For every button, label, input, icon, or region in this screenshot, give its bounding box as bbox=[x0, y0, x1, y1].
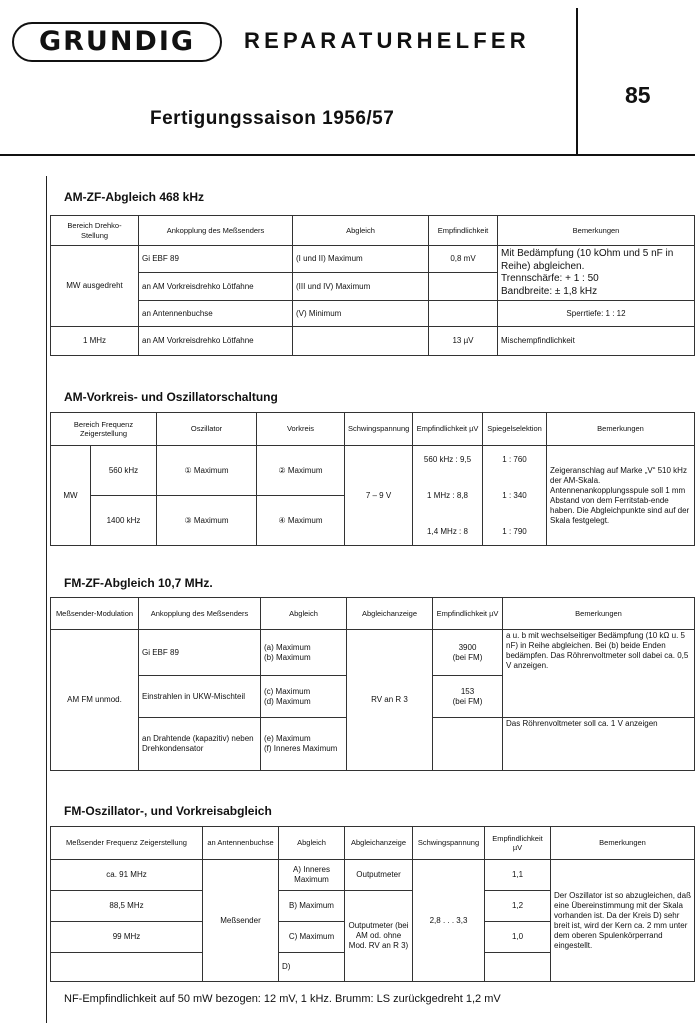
col-header: Bemerkungen bbox=[503, 598, 695, 630]
header-rule bbox=[0, 154, 695, 156]
table-cell bbox=[51, 953, 203, 982]
table-cell: 88,5 MHz bbox=[51, 891, 203, 922]
table-cell: 1,2 bbox=[485, 891, 551, 922]
remarks-cell bbox=[498, 246, 695, 301]
remark-line: Mit Bedämpfung (10 kOhm und 5 nF in Reihe) abgleichen. bbox=[501, 248, 674, 272]
table-cell: ② Maximum bbox=[257, 446, 345, 496]
table-cell: ca. 91 MHz bbox=[51, 860, 203, 891]
table-cell: Meßsender bbox=[203, 860, 279, 982]
table-cell: 2,8 . . . 3,3 bbox=[413, 860, 485, 982]
col-header: Bereich Drehko-Stellung bbox=[51, 216, 139, 246]
image-rejection-value: 1 : 760 bbox=[502, 454, 527, 464]
col-header: Abgleichanzeige bbox=[347, 598, 433, 630]
table-cell: Outputmeter bbox=[345, 860, 413, 891]
table-cell bbox=[429, 273, 498, 301]
table-cell: 13 µV bbox=[429, 327, 498, 356]
remark-line: Bandbreite: ± 1,8 kHz bbox=[501, 285, 598, 297]
table-cell bbox=[433, 718, 503, 771]
table-cell: an Antennenbuchse bbox=[139, 301, 293, 327]
fm-zf-table bbox=[50, 597, 695, 770]
col-header: an Antennenbuchse bbox=[203, 827, 279, 860]
image-rejection-value: 1 : 340 bbox=[502, 490, 527, 500]
table-cell: an AM Vorkreisdrehko Lötfahne bbox=[139, 327, 293, 356]
remark-line: Trennschärfe: + 1 : 50 bbox=[501, 273, 599, 284]
section-am-zf-title: AM-ZF-Abgleich 468 kHz bbox=[64, 190, 205, 204]
fm-osc-table bbox=[50, 826, 695, 981]
col-header: Empfindlichkeit µV bbox=[485, 827, 551, 860]
table-cell bbox=[433, 676, 503, 718]
remarks-cell: a u. b mit wechselseitiger Bedämpfung (10 kΩ u. 5 nF) in Reihe abgleichen. Bei (b) beide Enden bedämpfen. Das Röhrenvoltmeter soll dabei ca. 0,5 V anzeigen. bbox=[503, 630, 695, 718]
table-cell: D) bbox=[279, 953, 345, 982]
page-number: 85 bbox=[625, 82, 651, 108]
section-am-vorkreis-title: AM-Vorkreis- und Oszillatorschaltung bbox=[64, 390, 278, 404]
table-cell: 1,1 bbox=[485, 860, 551, 891]
table-cell: 1,0 bbox=[485, 922, 551, 953]
table-cell: B) Maximum bbox=[279, 891, 345, 922]
col-header: Abgleich bbox=[261, 598, 347, 630]
alignment-step: (e) Maximum bbox=[264, 734, 311, 743]
table-cell bbox=[261, 676, 347, 718]
alignment-step: (d) Maximum bbox=[264, 696, 311, 706]
table-cell: 1 MHz bbox=[51, 327, 139, 356]
sensitivity-value: 1 MHz : 8,8 bbox=[427, 490, 468, 500]
table-cell: Einstrahlen in UKW-Mischteil bbox=[139, 676, 261, 718]
sensitivity-note: (bei FM) bbox=[452, 652, 483, 662]
table-cell: (III und IV) Maximum bbox=[293, 273, 429, 301]
table-cell bbox=[429, 301, 498, 327]
sensitivity-note: (bei FM) bbox=[452, 696, 483, 706]
table-cell: 1400 kHz bbox=[91, 496, 157, 546]
remarks-cell: Der Oszillator ist so abzugleichen, daß eine Übereinstimmung mit der Skala vorhanden ist. Da der Kreis D) sehr breit ist, wird der Kern ca. 2 mm unter dem oberen Spulenkörperrand eingestellt. bbox=[551, 860, 695, 982]
table-cell: (V) Minimum bbox=[293, 301, 429, 327]
col-header: Abgleich bbox=[293, 216, 429, 246]
table-cell: Gi EBF 89 bbox=[139, 630, 261, 676]
col-header: Schwingspannung bbox=[413, 827, 485, 860]
col-header: Schwingspannung bbox=[345, 413, 413, 446]
table-cell: RV an R 3 bbox=[347, 630, 433, 771]
am-vorkreis-table bbox=[50, 412, 695, 545]
table-cell: 0,8 mV bbox=[429, 246, 498, 273]
table-cell: 7 – 9 V bbox=[345, 446, 413, 546]
col-header: Bereich Frequenz Zeigerstellung bbox=[51, 413, 157, 446]
col-header: Bemerkungen bbox=[547, 413, 695, 446]
col-header: Empfindlichkeit µV bbox=[433, 598, 503, 630]
col-header: Meßsender Frequenz Zeigerstellung bbox=[51, 827, 203, 860]
table-cell: ① Maximum bbox=[157, 446, 257, 496]
table-cell bbox=[261, 630, 347, 676]
production-season: Fertigungssaison 1956/57 bbox=[150, 108, 395, 129]
table-cell: MW ausgedreht bbox=[51, 246, 139, 327]
table-cell: 560 kHz bbox=[91, 446, 157, 496]
alignment-step: (f) Inneres Maximum bbox=[264, 744, 338, 753]
col-header: Abgleich bbox=[279, 827, 345, 860]
table-cell: Outputmeter (bei AM od. ohne Mod. RV an R 3) bbox=[345, 891, 413, 982]
table-cell bbox=[483, 446, 547, 546]
table-cell: an AM Vorkreisdrehko Lötfahne bbox=[139, 273, 293, 301]
remarks-cell: Das Röhrenvoltmeter soll ca. 1 V anzeigen bbox=[503, 718, 695, 771]
col-header: Oszillator bbox=[157, 413, 257, 446]
table-cell bbox=[293, 327, 429, 356]
col-header: Spiegelselektion bbox=[483, 413, 547, 446]
table-cell bbox=[433, 630, 503, 676]
col-header: Abgleichanzeige bbox=[345, 827, 413, 860]
left-margin-rule bbox=[46, 176, 47, 1023]
sensitivity-value: 560 kHz : 9,5 bbox=[423, 454, 472, 464]
col-header: Bemerkungen bbox=[498, 216, 695, 246]
table-cell: MW bbox=[51, 446, 91, 546]
table-cell bbox=[485, 953, 551, 982]
table-cell: Sperrtiefe: 1 : 12 bbox=[498, 301, 695, 327]
table-cell bbox=[413, 446, 483, 546]
table-cell: A) Inneres Maximum bbox=[279, 860, 345, 891]
col-header: Vorkreis bbox=[257, 413, 345, 446]
document-title: REPARATURHELFER bbox=[244, 28, 530, 53]
table-cell bbox=[261, 718, 347, 771]
sensitivity-value: 1,4 MHz : 8 bbox=[427, 526, 468, 536]
am-zf-table bbox=[50, 215, 695, 355]
header-divider bbox=[576, 8, 578, 155]
image-rejection-value: 1 : 790 bbox=[502, 526, 527, 536]
remarks-cell: Zeigeranschlag auf Marke „V“ 510 kHz der AM-Skala. Antennenankopplungsspule soll 1 mm Abstand von dem Ferritstab-ende haben. Die Abgleichpunkte sind auf der Skala festgelegt. bbox=[547, 446, 695, 546]
col-header: Bemerkungen bbox=[551, 827, 695, 860]
alignment-step: (b) Maximum bbox=[264, 652, 311, 662]
section-fm-osc-title: FM-Oszillator-, und Vorkreisabgleich bbox=[64, 804, 272, 818]
table-cell: C) Maximum bbox=[279, 922, 345, 953]
table-cell: an Drahtende (kapazitiv) neben Drehkondensator bbox=[139, 718, 261, 771]
table-cell: Gi EBF 89 bbox=[139, 246, 293, 273]
footer-note: NF-Empfindlichkeit auf 50 mW bezogen: 12 mV, 1 kHz. Brumm: LS zurückgedreht 1,2 mV bbox=[64, 993, 501, 1005]
sensitivity-value: 153 bbox=[460, 686, 475, 696]
col-header: Empfindlichkeit µV bbox=[413, 413, 483, 446]
col-header: Meßsender-Modulation bbox=[51, 598, 139, 630]
section-fm-zf-title: FM-ZF-Abgleich 10,7 MHz. bbox=[64, 576, 213, 590]
col-header: Ankopplung des Meßsenders bbox=[139, 216, 293, 246]
table-cell: AM FM unmod. bbox=[51, 630, 139, 771]
col-header: Empfindlichkeit bbox=[429, 216, 498, 246]
alignment-step: (c) Maximum bbox=[264, 686, 311, 696]
col-header: Ankopplung des Meßsenders bbox=[139, 598, 261, 630]
grundig-logo: GRUNDIG bbox=[12, 22, 222, 62]
table-cell: ③ Maximum bbox=[157, 496, 257, 546]
table-cell: 99 MHz bbox=[51, 922, 203, 953]
alignment-step: (a) Maximum bbox=[264, 642, 311, 652]
sensitivity-value: 3900 bbox=[458, 642, 477, 652]
table-cell: ④ Maximum bbox=[257, 496, 345, 546]
table-cell: (I und II) Maximum bbox=[293, 246, 429, 273]
table-cell: Mischempfindlichkeit bbox=[498, 327, 695, 356]
